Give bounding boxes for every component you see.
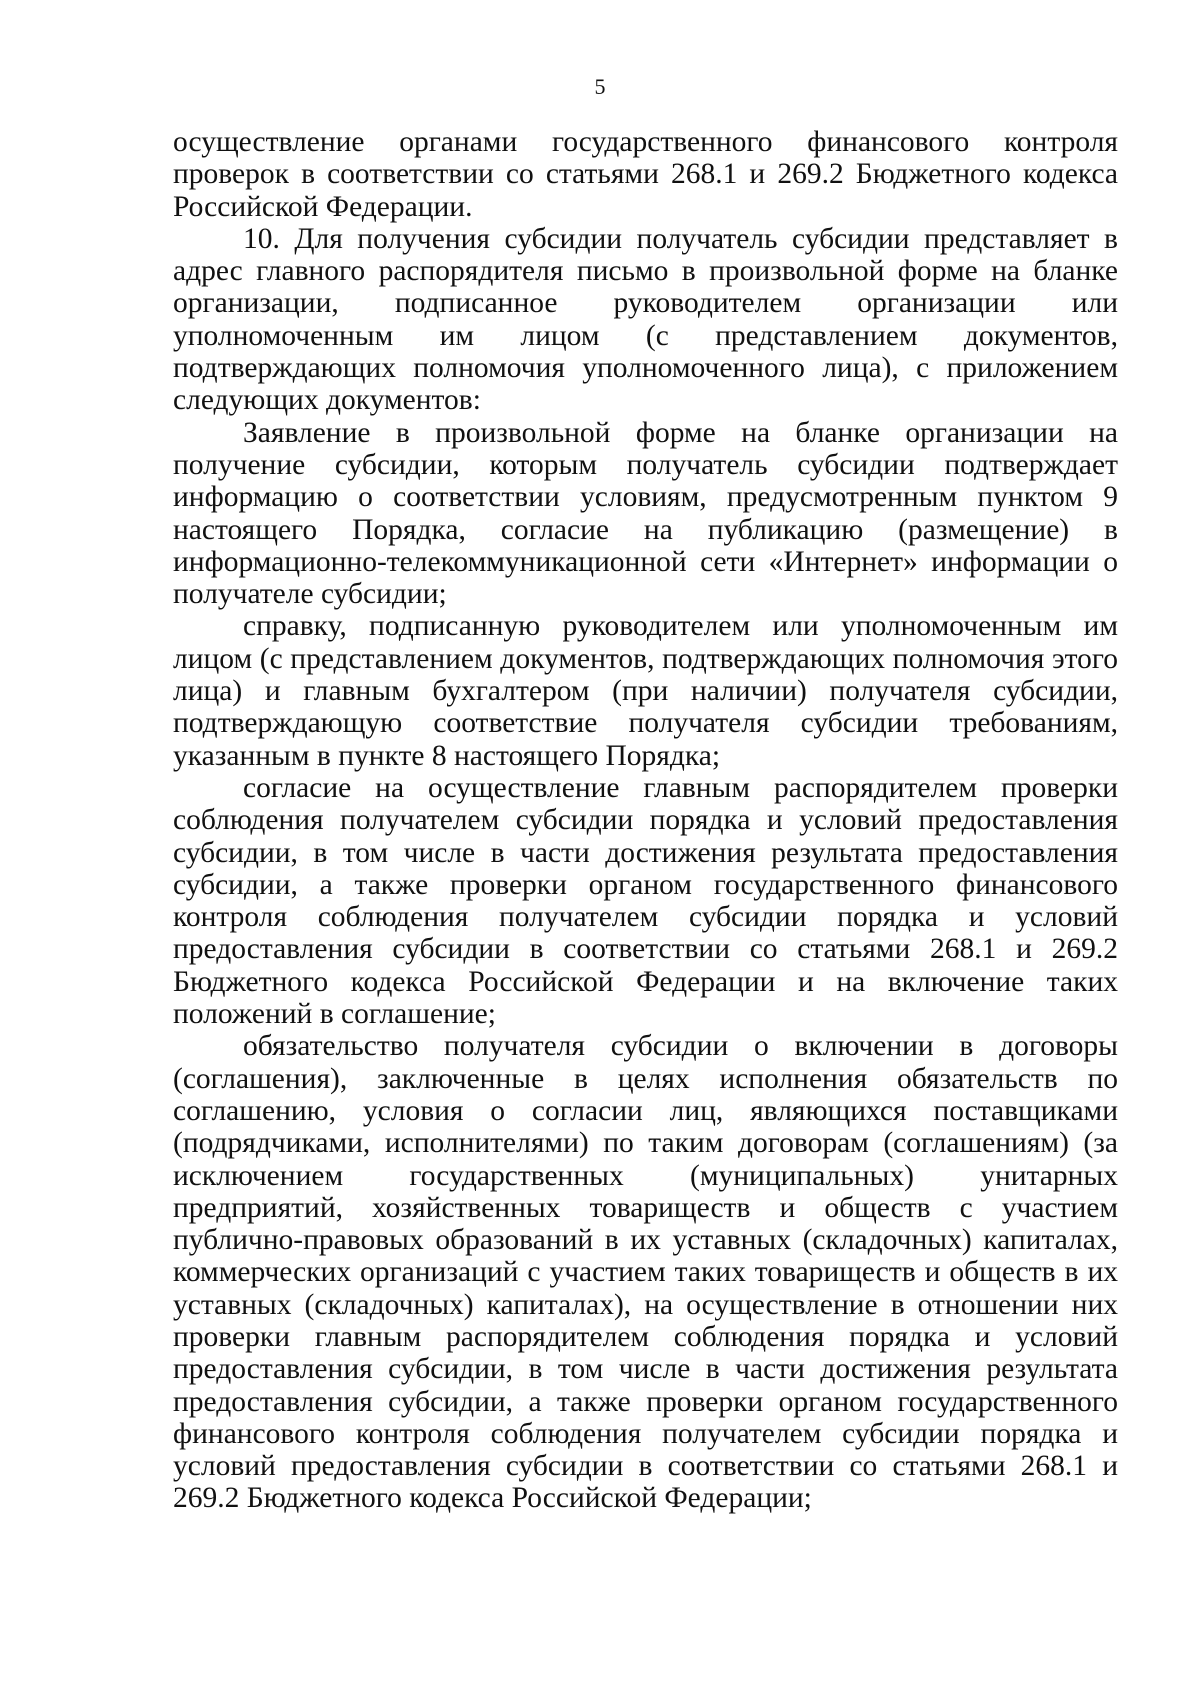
paragraph-continuation: осуществление органами государственного финансового контроля проверок в соответствии со статьями 268.1 и 269.2 Бюджетного кодекса Российской Федерации. bbox=[173, 126, 1118, 223]
paragraph-certificate: справку, подписанную руководителем или уполномоченным им лицом (с представлением документов, подтверждающих полномочия этого лица) и главным бухгалтером (при наличии) получателя субсидии, подтверждающую соответствие получателя субсидии требованиям, указанным в пункте 8 настоящего Порядка; bbox=[173, 610, 1118, 772]
paragraph-application: Заявление в произвольной форме на бланке организации на получение субсидии, которым получатель субсидии подтверждает информацию о соответствии условиям, предусмотренным пунктом 9 настоящего Порядка, согласие на публикацию (размещение) в информационно-телекоммуникационной сети «Интернет» информации о получателе субсидии; bbox=[173, 416, 1118, 611]
paragraph-consent: согласие на осуществление главным распорядителем проверки соблюдения получателем субсидии порядка и условий предоставления субсидии, в том числе в части достижения результата предоставления субсидии, а также проверки органом государственного финансового контроля соблюдения получателем субсидии порядка и условий предоставления субсидии в соответствии со статьями 268.1 и 269.2 Бюджетного кодекса Российской Федерации и на включение таких положений в соглашение; bbox=[173, 771, 1118, 1031]
paragraph-obligation: обязательство получателя субсидии о включении в договоры (соглашения), заключенные в целях исполнения обязательств по соглашению, условия о согласии лиц, являющихся поставщиками (подрядчиками, исполнителями) по таким договорам (соглашениям) (за исключением государственных (муниципальных) унитарных предприятий, хозяйственных товариществ и обществ с участием публично-правовых образований в их уставных (складочных) капиталах, коммерческих организаций с участием таких товариществ и обществ в их уставных (складочных) капиталах), на осуществление в отношении них проверки главным распорядителем соблюдения порядка и условий предоставления субсидии, в том числе в части достижения результата предоставления субсидии, а также проверки органом государственного финансового контроля соблюдения получателем субсидии порядка и условий предоставления субсидии в соответствии со статьями 268.1 и 269.2 Бюджетного кодекса Российской Федерации; bbox=[173, 1030, 1118, 1515]
document-body bbox=[173, 126, 1118, 1515]
page-number: 5 bbox=[594, 74, 606, 99]
paragraph-item-10: 10. Для получения субсидии получатель субсидии представляет в адрес главного распорядителя письмо в произвольной форме на бланке организации, подписанное руководителем организации или уполномоченным им лицом (с представлением документов, подтверждающих полномочия уполномоченного лица), с приложением следующих документов: bbox=[173, 222, 1118, 417]
